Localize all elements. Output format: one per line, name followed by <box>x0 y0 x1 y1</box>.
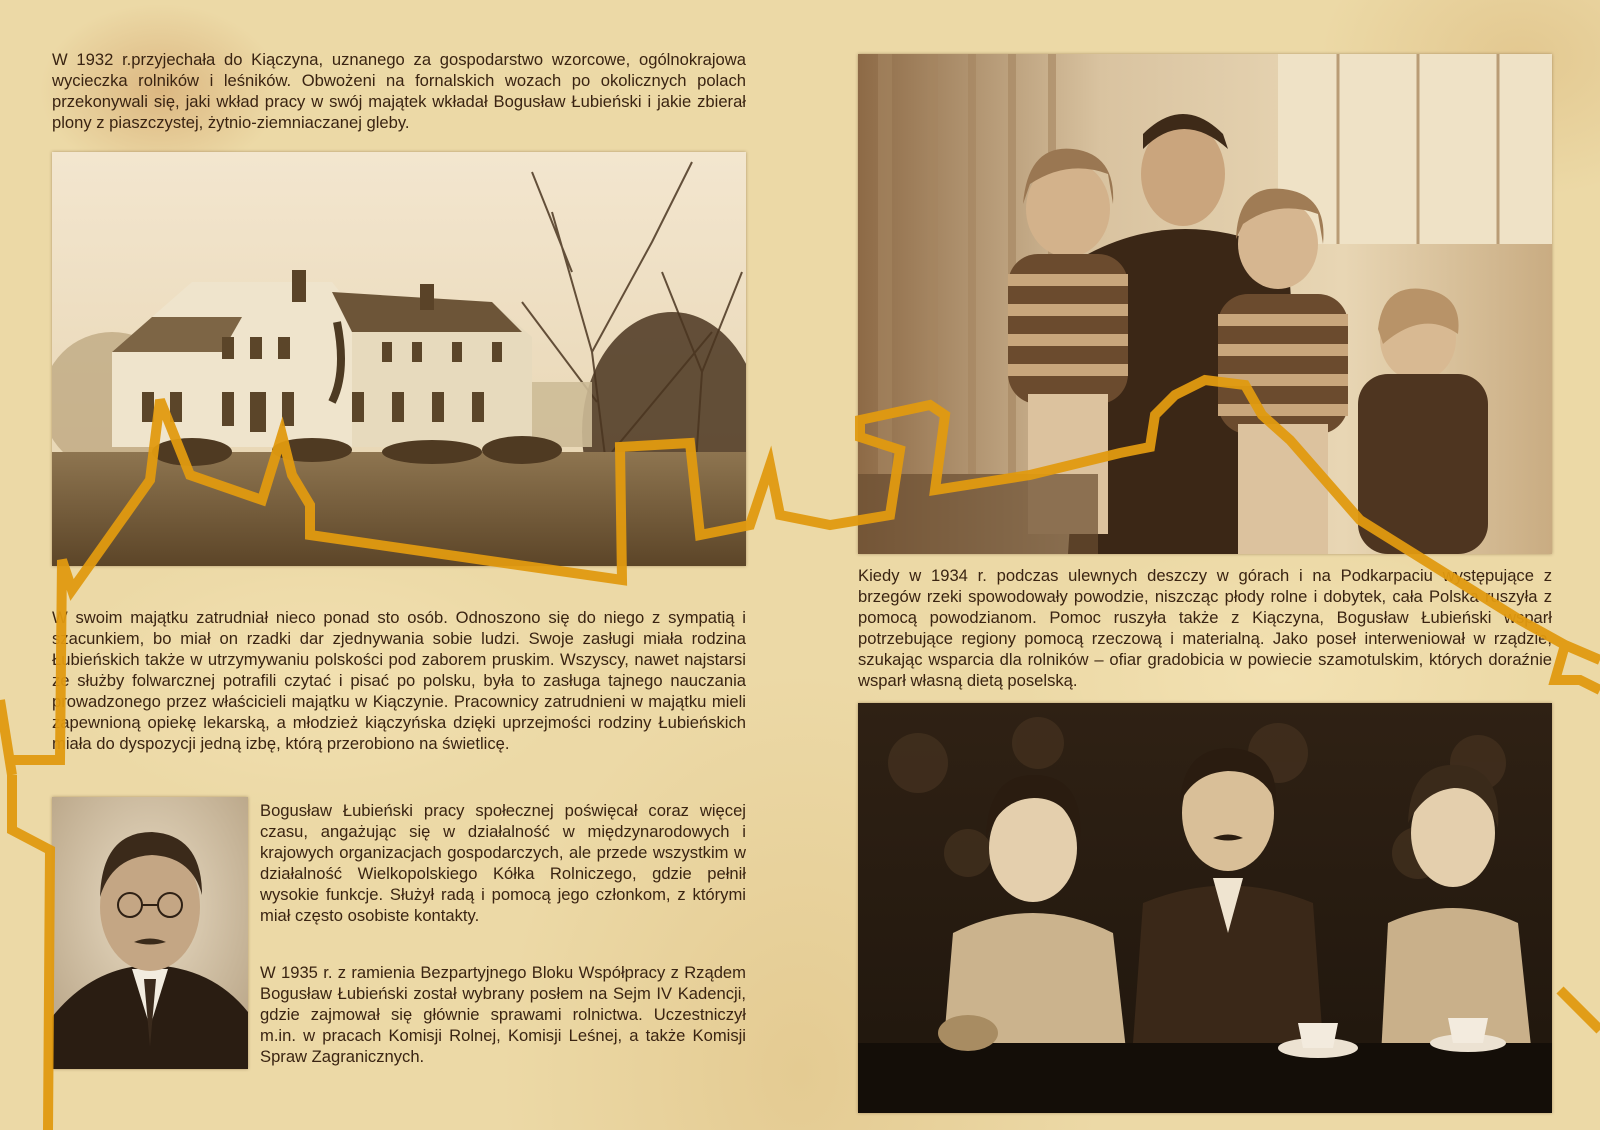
intro-paragraph: W 1932 r.przyjechała do Kiączyna, uznanego za gospodarstwo wzorcowe, ogólnokrajowa wycieczka rolników i leśników. Obwożeni na fornalskich wozach po okolicznych polach przekonywali się, jaki wkład pracy w swój majątek wkładał Bogusław Łubieński i jakie zbierał plony z piaszczystej, żytnio-ziemniaczanej gleby. <box>52 50 746 132</box>
family-table-photo <box>858 703 1552 1113</box>
family-children-photo <box>858 54 1552 554</box>
manor-house-photo <box>52 152 746 566</box>
social-paragraph: Bogusław Łubieński pracy społecznej poświęcał coraz więcej czasu, angażując się w działalność w międzynarodowych i krajowych organizacjach gospodarczych, ale przede wszystkim w działalność Wielkopolskiego Kółka Rolniczego, gdzie pełnił wysokie funkcje. Służył radą i pomocą jego członkom, z którymi miał często osobiste kontakty. <box>260 801 746 925</box>
flood-paragraph: Kiedy w 1934 r. podczas ulewnych deszczy w górach i na Podkarpaciu występujące z brzegów rzeki spowodowały powodzie, niszcząc płody rolne i dobytek, cała Polska ruszyła z pomocą powodzianom. Pomoc ruszyła także z Kiączyna, Bogusław Łubieński wsparł potrzebujące regiony pomocą rzeczową i materialną. Jako poseł interweniował w rządzie, szukając wsparcia dla rolników – ofiar gradobicia w powiecie szamotulskim, których doraźnie wsparł własną dietą poselską. <box>858 566 1552 690</box>
portrait-photo <box>52 797 248 1069</box>
estate-paragraph: W swoim majątku zatrudniał nieco ponad sto osób. Odnoszono się do niego z sympatią i szacunkiem, bo miał on rzadki dar zjednywania sobie ludzi. Swoje zasługi miała rodzina Łubieńskich także w utrzymywaniu polskości pod zaborem pruskim. Wszyscy, nawet najstarsi ze służby folwarcznej potrafili czytać i pisać po polsku, była to zasługa tajnego nauczania prowadzonego przez właścicieli majątku w Kiączynie. Pracownicy zatrudnieni w majątku mieli zapewnioną opiekę lekarską, a młodzież kiączyńska dzięki uprzejmości rodziny Łubieńskich miała do dyspozycji jedną izbę, którą przerobiono na świetlicę. <box>52 608 746 753</box>
sejm-paragraph: W 1935 r. z ramienia Bezpartyjnego Bloku Współpracy z Rządem Bogusław Łubieński został wybrany posłem na Sejm IV Kadencji, gdzie zajmował się głównie sprawami rolnictwa. Uczestniczył m.in. w pracach Komisji Rolnej, Komisji Leśnej, a także Komisji Spraw Zagranicznych. <box>260 963 746 1066</box>
